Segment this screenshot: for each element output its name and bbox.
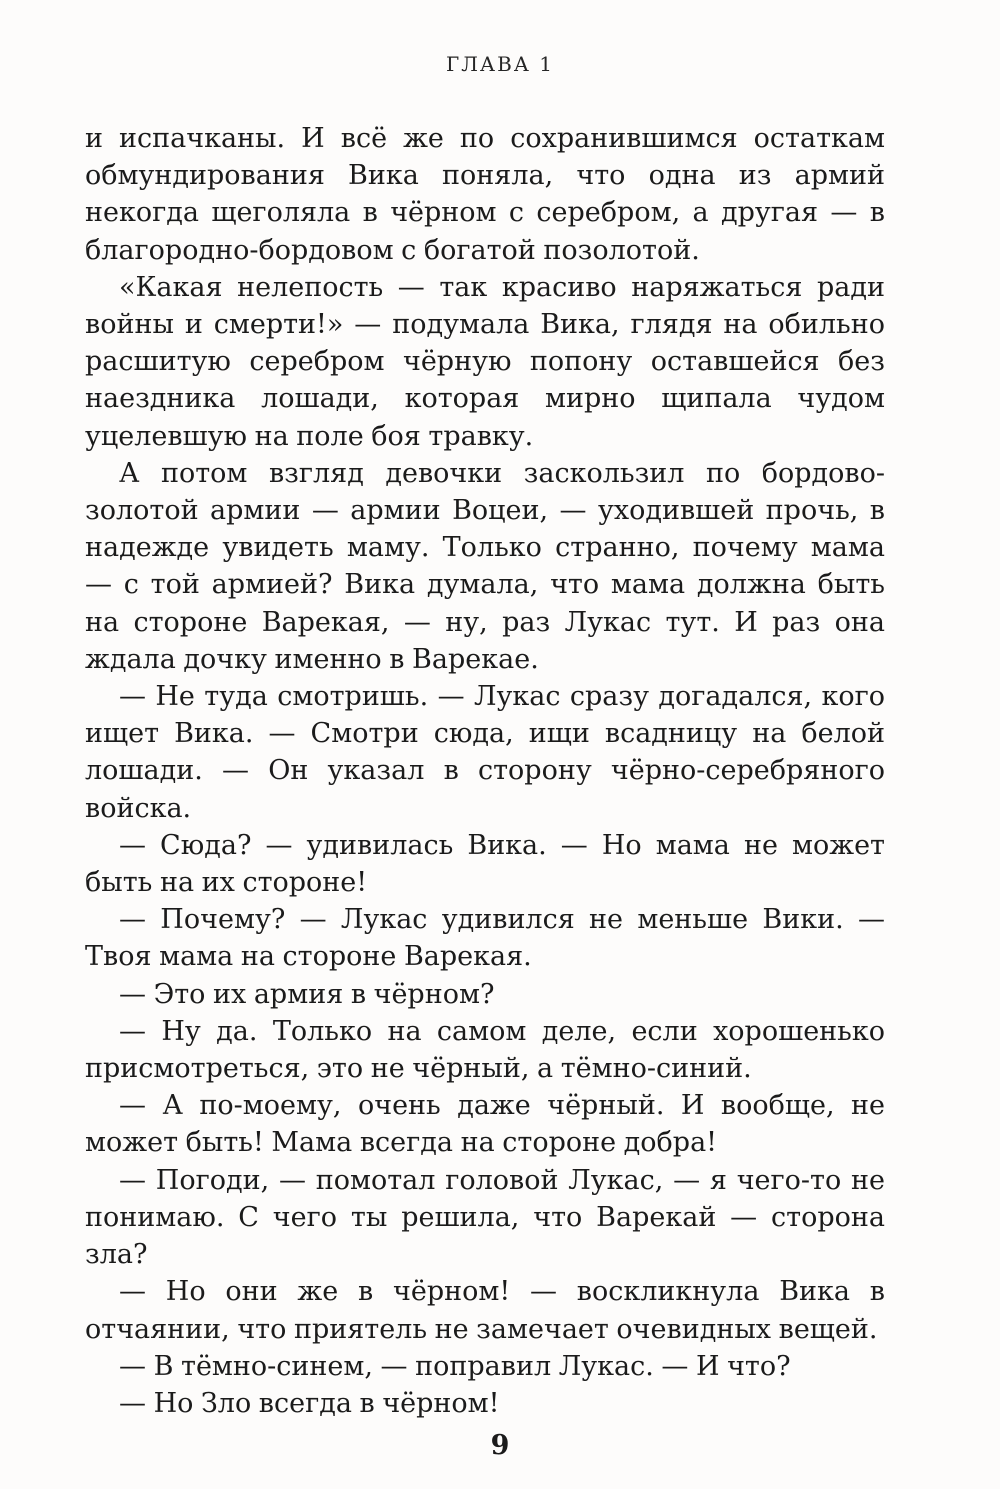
paragraph: — Это их армия в чёрном? [119, 978, 495, 1010]
paragraph: — Но Зло всегда в чёрном! [119, 1387, 500, 1419]
paragraph: — А по-моему, очень даже чёрный. И вообще, не может быть! Мама всегда на стороне добра! [85, 1090, 885, 1159]
running-head: ГЛАВА 1 [445, 52, 554, 76]
paragraph: — Сюда? — удивилась Вика. — Но мама не может быть на их стороне! [85, 829, 885, 899]
paragraph: А потом взгляд девочки заскользил по бордово-золотой армии — армии Воцеи, — уходившей прочь, в надежде увидеть маму. Только странно, почему мама — с той армией? Вика думала, что мама должна быть на стороне Варекая, — ну, раз Лукас тут. И раз она ждала дочку именно в Варекае. [85, 457, 885, 675]
paragraph: — В тёмно-синем, — поправил Лукас. — И что? [119, 1350, 791, 1382]
paragraph: — Почему? — Лукас удивился не меньше Вики. — Твоя мама на стороне Варекая. [85, 904, 885, 973]
body-text [85, 120, 885, 1422]
paragraph: — Но они же в чёрном! — воскликнула Вика в отчаянии, что приятель не замечает очевидных вещей. [85, 1276, 885, 1345]
paragraph: — Погоди, — помотал головой Лукас, — я чего-то не понимаю. С чего ты решила, что Варекай — сторона зла? [85, 1164, 885, 1271]
paragraph: — Не туда смотришь. — Лукас сразу догадался, кого ищет Вика. — Смотри сюда, ищи всадницу на белой лошади. — Он указал в сторону чёрно-серебряного войска. [85, 681, 885, 824]
page-number: 9 [490, 1430, 510, 1461]
paragraph: «Какая нелепость — так красиво наряжаться ради войны и смерти!» — подумала Вика, глядя на обильно расшитую серебром чёрную попону оставшейся без наездника лошади, которая мирно щипала чудом уцелевшую на поле боя травку. [85, 271, 885, 452]
paragraph: и испачканы. И всё же по сохранившимся остаткам обмундирования Вика поняла, что одна из армий некогда щеголяла в чёрном с серебром, а другая — в благородно-бордовом с богатой позолотой. [85, 123, 885, 266]
paragraph: — Ну да. Только на самом деле, если хорошенько присмотреться, это не чёрный, а тёмно-синий. [85, 1015, 885, 1085]
